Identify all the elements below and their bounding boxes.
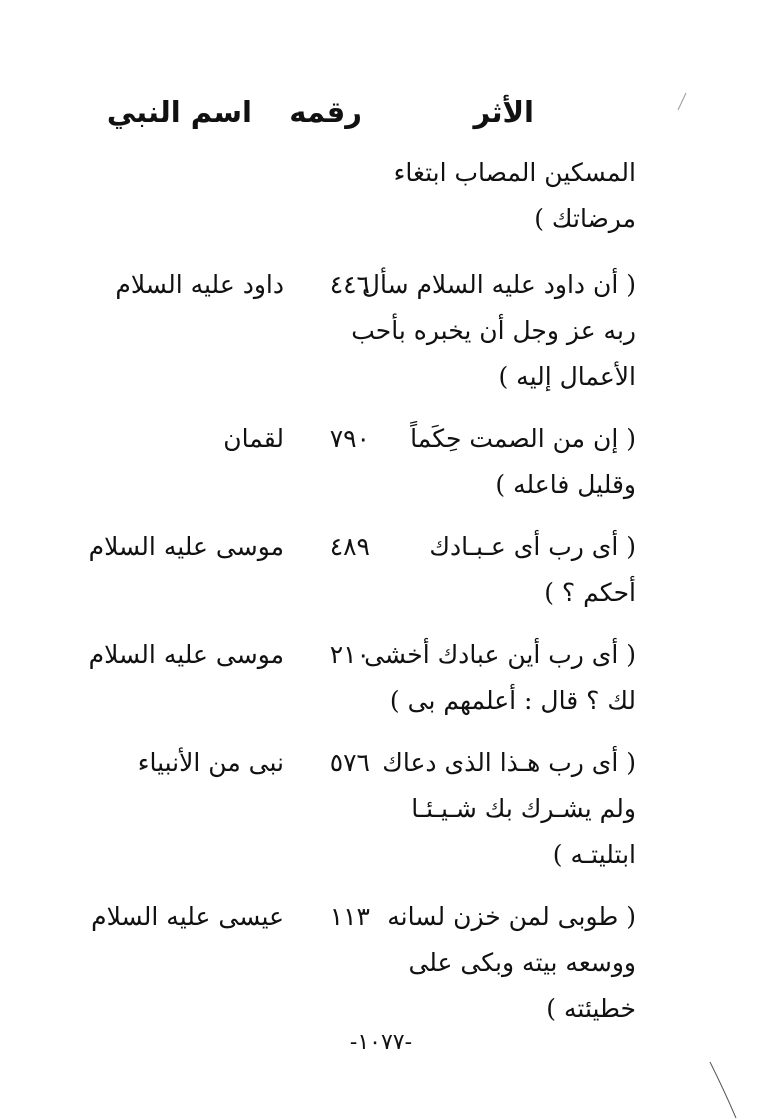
entry-text-line: لك ؟ قال : أعلمهم بى ) [389,686,636,715]
entry-number: ٤٤٦ [329,270,370,299]
entry-prophet: نبى من الأنبياء [137,748,284,777]
entry-prophet: موسى عليه السلام [88,532,284,561]
entry-text-line: الأعمال إليه ) [498,362,636,391]
entry-text [382,740,636,878]
entry-row [0,150,762,242]
entry-text-line: ووسعه بيته وبكى على [408,948,636,977]
column-header-number: رقمه [289,95,362,129]
entry-number: ٧٩٠ [329,424,370,453]
entry-text-line: المسكين المصاب ابتغاء [393,158,636,187]
entry-row [0,416,762,508]
entry-prophet: داود عليه السلام [115,270,284,299]
entry-text-line: ( أن داود عليه السلام سأل [361,270,636,299]
entry-row [0,740,762,878]
page-number: -١٠٧٧- [349,1030,413,1055]
entry-number: ٥٧٦ [329,748,370,777]
entry-prophet: عيسى عليه السلام [91,902,284,931]
scan-mark [676,92,688,112]
entry-text [382,416,636,508]
entry-row [0,524,762,616]
entry-prophet: موسى عليه السلام [88,640,284,669]
entry-text [382,150,636,242]
column-header-athar: الأثر [473,95,534,129]
entry-text-line: أحكم ؟ ) [544,578,636,607]
entries-list [0,150,762,1048]
entry-text-line: مرضاتك ) [534,204,636,233]
entry-text-line: وقليل فاعله ) [495,470,636,499]
entry-number: ٢١٠ [329,640,370,669]
entry-text [364,632,636,724]
entry-text-line: ابتليتـه ) [552,840,636,869]
entry-text-line: ( طوبى لمن خزن لسانه [387,902,636,931]
entry-row [0,632,762,724]
scan-mark [706,1060,746,1120]
entry-text-line: ( أى رب أى عـبـادك [429,532,636,561]
entry-row [0,262,762,400]
entry-text-line: ( أى رب هـذا الذى دعاك [382,748,636,777]
column-header-prophet-name: اسم النبي [106,95,252,129]
entry-row [0,894,762,1032]
entry-number: ٤٨٩ [329,532,370,561]
entry-text [382,894,636,1032]
entry-text-line: ولم يشـرك بك شـيـئـا [411,794,636,823]
entry-text [351,262,636,400]
entry-prophet: لقمان [223,424,284,453]
entry-text [382,524,636,616]
entry-text-line: ربه عز وجل أن يخبره بأحب [351,316,636,345]
entry-text-line: ( أى رب أين عبادك أخشى [364,640,636,669]
entry-number: ١١٣ [329,902,370,931]
entry-text-line: ( إن من الصمت حِكَماً [410,424,636,453]
entry-text-line: خطيئته ) [546,994,636,1023]
